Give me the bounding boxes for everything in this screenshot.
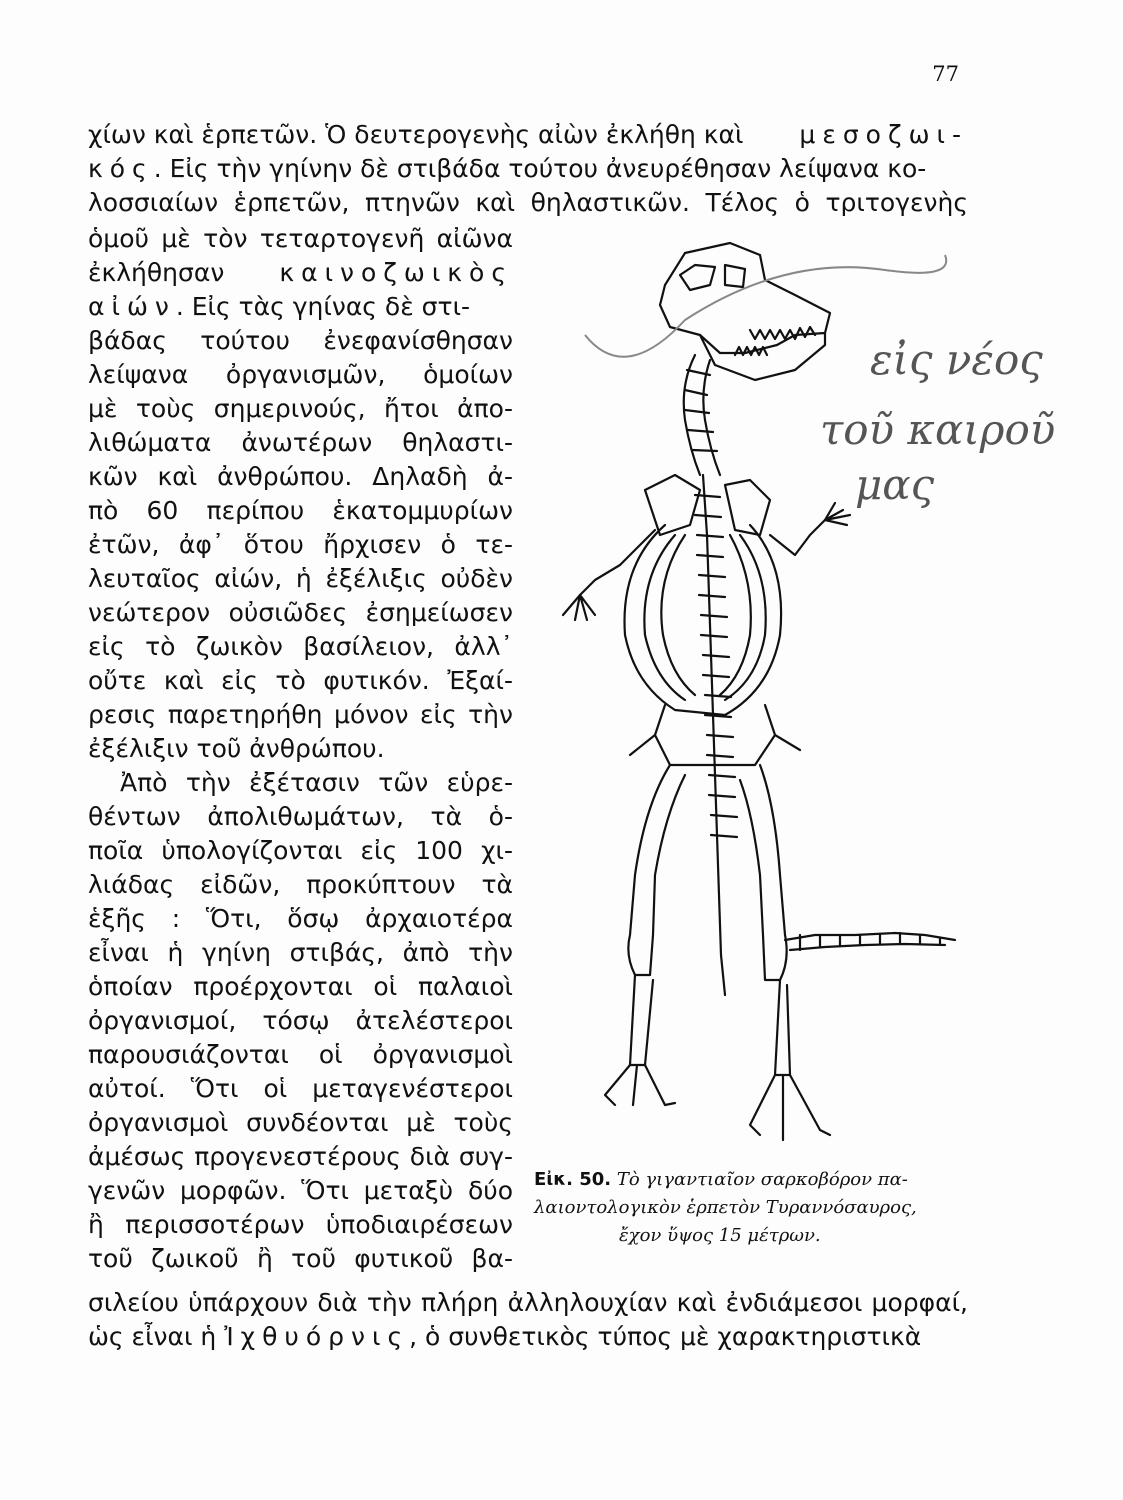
text-line: λιάδας εἰδῶν, προκύπτουν τὰ <box>88 870 513 899</box>
text-line: ἀμέσως προγενεστέρους διὰ συγ- <box>88 1142 513 1171</box>
text-line: γενῶν μορφῶν. Ὅτι μεταξὺ δύο <box>88 1176 513 1205</box>
page-number: 77 <box>932 62 959 86</box>
text-line: αὐτοί. Ὅτι οἱ μεταγενέστεροι <box>88 1074 513 1103</box>
spaced-term: αἰών <box>88 292 176 321</box>
caption-line <box>534 1166 964 1194</box>
text-line: ἐτῶν, ἀφ᾽ ὅτου ἤρχισεν ὁ τε- <box>88 530 513 559</box>
text-line: ρεσις παρετηρήθη μόνον εἰς τὴν <box>88 700 513 729</box>
text-line: τοῦ ζωικοῦ ἢ τοῦ φυτικοῦ βα- <box>88 1244 513 1273</box>
text-line: οὔτε καὶ εἰς τὸ φυτικόν. Ἐξαί- <box>88 666 513 695</box>
text-run: χίων καὶ ἑρπετῶν. Ὁ δευτερογενὴς αἰὼν ἐκλήθη καὶ <box>88 120 744 149</box>
text-line: λείψανα ὀργανισμῶν, ὁμοίων <box>88 360 513 389</box>
text-line: πὸ 60 περίπου ἑκατομμυρίων <box>88 496 513 525</box>
text-line: θέντων ἀπολιθωμάτων, τὰ ὁ- <box>88 802 513 831</box>
caption-line: λαιοντολογικὸν ἑρπετὸν Τυραννόσαυρος, <box>534 1197 917 1218</box>
text-line <box>88 256 513 290</box>
handwritten-note: τοῦ καιροῦ <box>820 405 1056 454</box>
text-line <box>88 290 513 324</box>
text-line: ὀργανισμοὶ συνδέονται μὲ τοὺς <box>88 1108 513 1137</box>
text-line: ποῖα ὑπολογίζονται εἰς 100 χι- <box>88 836 513 865</box>
text-run: . Εἰς τὰς γηίνας δὲ στι- <box>175 292 471 321</box>
text-line <box>88 1320 968 1354</box>
caption-line: ἔχον ὕψος 15 μέτρων. <box>619 1225 821 1246</box>
text-run: , ὁ συνθετικὸς τύπος μὲ χαρακτηριστικὰ <box>409 1322 922 1351</box>
text-line: ὁποίαν προέρχονται οἱ παλαιοὶ <box>88 972 513 1001</box>
spaced-term: Ἰχθυόρνις <box>224 1322 410 1351</box>
handwritten-note: μας <box>855 460 935 509</box>
text-line: ἐξέλιξιν τοῦ ἀνθρώπου. <box>88 734 385 763</box>
text-line: νεώτερον οὐσιῶδες ἐσημείωσεν <box>88 598 513 627</box>
spaced-term: καινοζωικὸς <box>279 258 513 287</box>
text-line: μὲ τοὺς σημερινούς, ἤτοι ἀπο- <box>88 394 513 423</box>
text-line <box>88 152 968 186</box>
text-line <box>88 118 968 152</box>
handwritten-note: εἰς νέος <box>870 335 1043 384</box>
spaced-term: κός <box>88 154 154 183</box>
text-run: ὡς εἶναι ἡ <box>88 1322 217 1351</box>
text-line: λιθώματα ἀνωτέρων θηλαστι- <box>88 428 513 457</box>
text-line: λοσσιαίων ἑρπετῶν, πτηνῶν καὶ θηλαστικῶν. Τέλος ὁ τριτογενὴς <box>88 188 968 217</box>
spaced-term: μεσοζωι- <box>799 120 968 149</box>
text-line: σιλείου ὑπάρχουν διὰ τὴν πλήρη ἀλληλουχίαν καὶ ἐνδιάμεσοι μορφαί, <box>88 1288 968 1317</box>
text-line: λευταῖος αἰών, ἡ ἐξέλιξις οὐδὲν <box>88 564 513 593</box>
caption-text: Τὸ γιγαντιαῖον σαρκοβόρον πα- <box>616 1169 908 1190</box>
text-line: ἢ περισσοτέρων ὑποδιαιρέσεων <box>88 1210 513 1239</box>
text-line: εἰς τὸ ζωικὸν βασίλειον, ἀλλ᾽ <box>88 632 513 661</box>
text-line: παρουσιάζονται οἱ ὀργανισμοὶ <box>88 1040 513 1069</box>
text-line: Ἀπὸ τὴν ἐξέτασιν τῶν εὑρε- <box>120 768 513 797</box>
text-run: ἐκλήθησαν <box>88 258 225 287</box>
text-run: . Εἰς τὴν γηίνην δὲ στιβάδα τούτου ἀνευρέθησαν λείψανα κο- <box>153 154 927 183</box>
text-line: ὁμοῦ μὲ τὸν τεταρτογενῆ αἰῶνα <box>88 224 513 253</box>
text-line: ὀργανισμοί, τόσῳ ἀτελέστεροι <box>88 1006 513 1035</box>
text-line: εἶναι ἡ γηίνη στιβάς, ἀπὸ τὴν <box>88 938 513 967</box>
text-line: κῶν καὶ ἀνθρώπου. Δηλαδὴ ἀ- <box>88 462 513 491</box>
figure-label: Εἰκ. 50. <box>534 1169 612 1190</box>
figure-caption <box>534 1166 964 1250</box>
text-line: βάδας τούτου ἐνεφανίσθησαν <box>88 326 513 355</box>
text-line: ἑξῆς : Ὅτι, ὅσῳ ἀρχαιοτέρα <box>88 904 513 933</box>
